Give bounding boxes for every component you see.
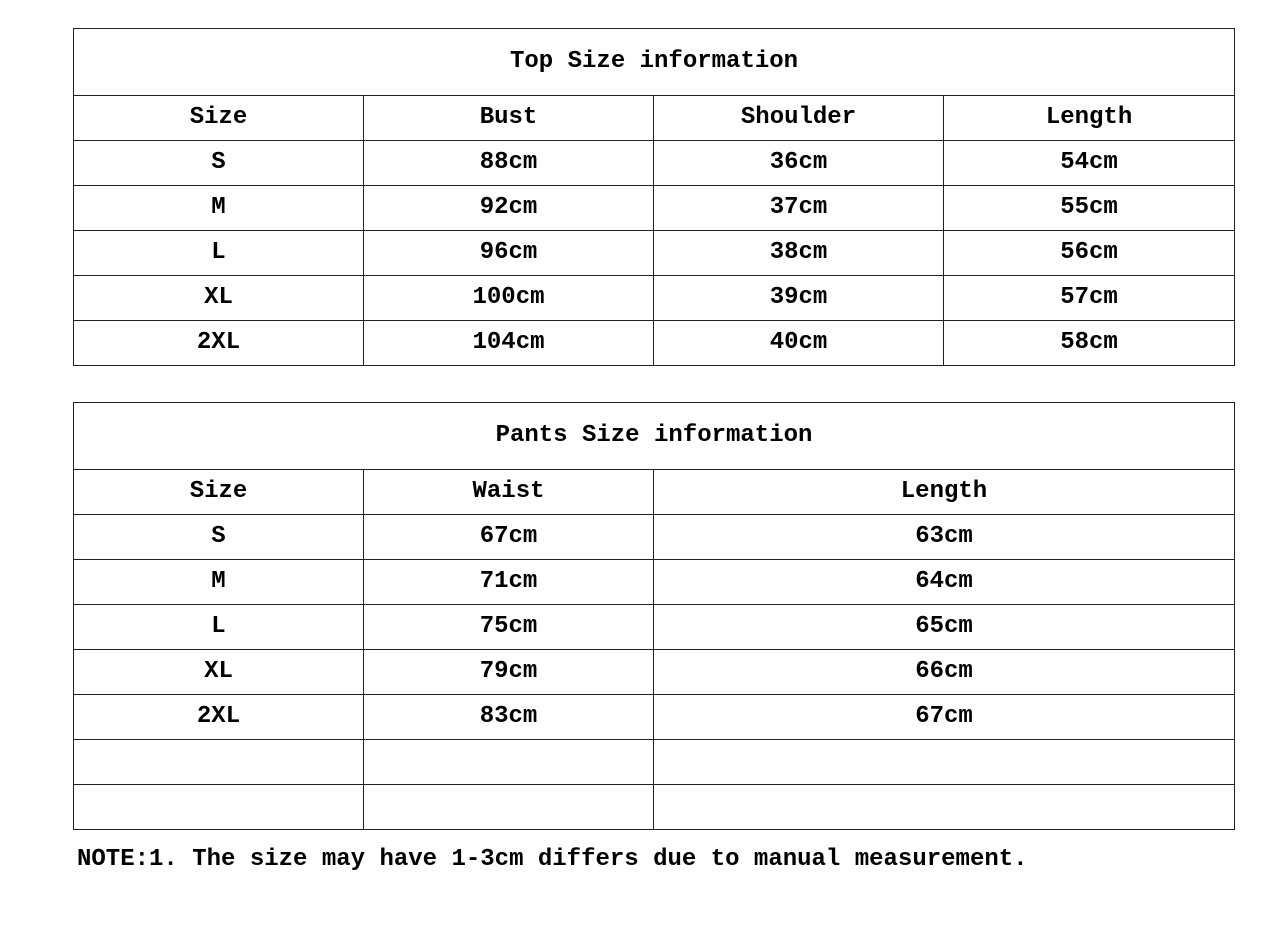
column-header-waist: Waist bbox=[364, 470, 654, 515]
table-title-row bbox=[74, 403, 1235, 470]
length-cell: 63cm bbox=[654, 515, 1235, 560]
length-cell: 55cm bbox=[944, 186, 1235, 231]
length-cell: 54cm bbox=[944, 141, 1235, 186]
empty-table-row bbox=[74, 740, 1235, 785]
size-cell: L bbox=[74, 605, 364, 650]
measurement-note: NOTE:1. The size may have 1-3cm differs due to manual measurement. bbox=[77, 846, 1028, 873]
bust-cell: 96cm bbox=[364, 231, 654, 276]
top-size-table bbox=[73, 28, 1235, 366]
table-row bbox=[74, 650, 1235, 695]
size-cell bbox=[74, 740, 364, 785]
waist-cell: 75cm bbox=[364, 605, 654, 650]
shoulder-cell: 38cm bbox=[654, 231, 944, 276]
waist-cell bbox=[364, 785, 654, 830]
size-cell: S bbox=[74, 515, 364, 560]
shoulder-cell: 40cm bbox=[654, 321, 944, 366]
table-header-row bbox=[74, 96, 1235, 141]
column-header-shoulder: Shoulder bbox=[654, 96, 944, 141]
size-cell: 2XL bbox=[74, 321, 364, 366]
shoulder-cell: 37cm bbox=[654, 186, 944, 231]
pants-table-title: Pants Size information bbox=[74, 403, 1235, 470]
table-row bbox=[74, 276, 1235, 321]
waist-cell: 83cm bbox=[364, 695, 654, 740]
column-header-length: Length bbox=[944, 96, 1235, 141]
top-table-title: Top Size information bbox=[74, 29, 1235, 96]
table-header-row bbox=[74, 470, 1235, 515]
length-cell: 58cm bbox=[944, 321, 1235, 366]
column-header-size: Size bbox=[74, 470, 364, 515]
column-header-size: Size bbox=[74, 96, 364, 141]
empty-table-row bbox=[74, 785, 1235, 830]
waist-cell: 79cm bbox=[364, 650, 654, 695]
size-cell: M bbox=[74, 186, 364, 231]
length-cell: 67cm bbox=[654, 695, 1235, 740]
table-row bbox=[74, 141, 1235, 186]
bust-cell: 88cm bbox=[364, 141, 654, 186]
table-row bbox=[74, 231, 1235, 276]
length-cell: 65cm bbox=[654, 605, 1235, 650]
size-cell: XL bbox=[74, 650, 364, 695]
size-cell: L bbox=[74, 231, 364, 276]
length-cell: 57cm bbox=[944, 276, 1235, 321]
column-header-bust: Bust bbox=[364, 96, 654, 141]
waist-cell bbox=[364, 740, 654, 785]
table-row bbox=[74, 695, 1235, 740]
bust-cell: 100cm bbox=[364, 276, 654, 321]
shoulder-cell: 36cm bbox=[654, 141, 944, 186]
size-cell: XL bbox=[74, 276, 364, 321]
size-cell bbox=[74, 785, 364, 830]
pants-size-table bbox=[73, 402, 1235, 830]
table-row bbox=[74, 605, 1235, 650]
waist-cell: 71cm bbox=[364, 560, 654, 605]
length-cell: 66cm bbox=[654, 650, 1235, 695]
table-row bbox=[74, 515, 1235, 560]
size-cell: 2XL bbox=[74, 695, 364, 740]
size-cell: M bbox=[74, 560, 364, 605]
shoulder-cell: 39cm bbox=[654, 276, 944, 321]
length-cell: 64cm bbox=[654, 560, 1235, 605]
bust-cell: 104cm bbox=[364, 321, 654, 366]
table-row bbox=[74, 560, 1235, 605]
table-title-row bbox=[74, 29, 1235, 96]
size-cell: S bbox=[74, 141, 364, 186]
length-cell bbox=[654, 785, 1235, 830]
column-header-length: Length bbox=[654, 470, 1235, 515]
length-cell: 56cm bbox=[944, 231, 1235, 276]
waist-cell: 67cm bbox=[364, 515, 654, 560]
table-row bbox=[74, 186, 1235, 231]
length-cell bbox=[654, 740, 1235, 785]
table-row bbox=[74, 321, 1235, 366]
bust-cell: 92cm bbox=[364, 186, 654, 231]
